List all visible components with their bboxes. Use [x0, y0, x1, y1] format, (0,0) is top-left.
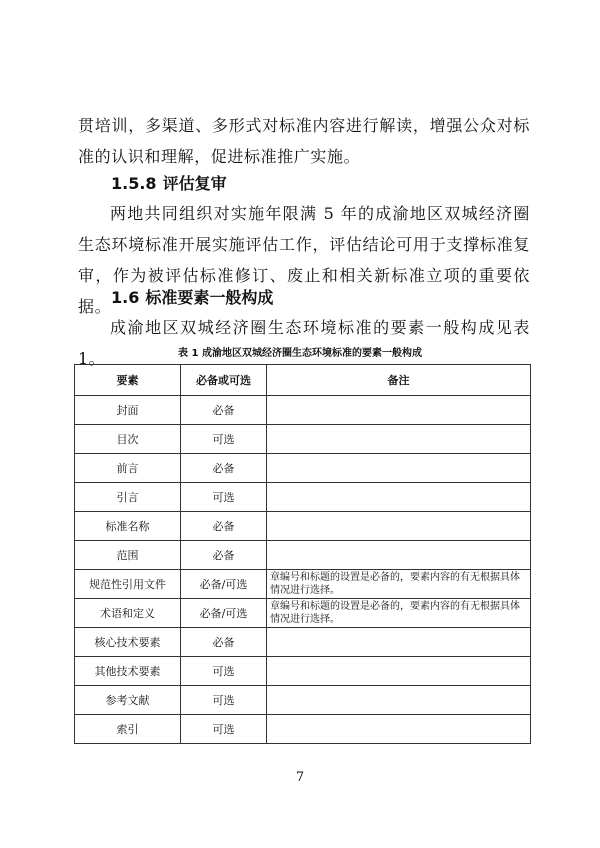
status-cell: 可选: [181, 483, 267, 512]
note-cell: 章编号和标题的设置是必备的，要素内容的有无根据具体情况进行选择。: [267, 599, 531, 628]
element-cell: 索引: [75, 715, 181, 744]
note-cell: 章编号和标题的设置是必备的，要素内容的有无根据具体情况进行选择。: [267, 570, 531, 599]
table-row: [75, 541, 531, 570]
element-cell: 核心技术要素: [75, 628, 181, 657]
note-cell: [267, 628, 531, 657]
note-cell: [267, 686, 531, 715]
section-number: 1.5.8: [111, 174, 157, 193]
status-cell: 可选: [181, 425, 267, 454]
elements-table: [74, 364, 531, 744]
note-cell: [267, 454, 531, 483]
note-cell: [267, 715, 531, 744]
table-row: [75, 715, 531, 744]
section-heading-1-5-8: [111, 174, 227, 194]
note-cell: [267, 396, 531, 425]
section-number: 1.6: [111, 288, 140, 307]
table-row: [75, 599, 531, 628]
table-header-row: [75, 365, 531, 396]
table-row: [75, 570, 531, 599]
status-cell: 必备: [181, 541, 267, 570]
element-cell: 参考文献: [75, 686, 181, 715]
page-number: 7: [295, 770, 305, 785]
column-header-status: 必备或可选: [181, 365, 267, 396]
note-cell: [267, 541, 531, 570]
status-cell: 必备/可选: [181, 599, 267, 628]
element-cell: 标准名称: [75, 512, 181, 541]
column-header-element: 要素: [75, 365, 181, 396]
table-row: [75, 396, 531, 425]
section-title: 评估复审: [162, 174, 227, 193]
status-cell: 可选: [181, 686, 267, 715]
status-cell: 必备/可选: [181, 570, 267, 599]
element-cell: 前言: [75, 454, 181, 483]
table-row: [75, 657, 531, 686]
element-cell: 术语和定义: [75, 599, 181, 628]
status-cell: 必备: [181, 396, 267, 425]
paragraph-training: 贯培训，多渠道、多形式对标准内容进行解读，增强公众对标准的认识和理解，促进标准推广实施。: [78, 116, 530, 166]
element-cell: 规范性引用文件: [75, 570, 181, 599]
paragraph-table-intro: 成渝地区双城经济圈生态环境标准的要素一般构成见表 1。: [78, 318, 530, 368]
section-title: 标准要素一般构成: [145, 288, 274, 307]
note-cell: [267, 483, 531, 512]
table-row: [75, 686, 531, 715]
table-row: [75, 425, 531, 454]
element-cell: 引言: [75, 483, 181, 512]
table-caption: 表 1 成渝地区双城经济圈生态环境标准的要素一般构成: [178, 348, 422, 359]
column-header-note: 备注: [267, 365, 531, 396]
element-cell: 封面: [75, 396, 181, 425]
status-cell: 必备: [181, 512, 267, 541]
element-cell: 目次: [75, 425, 181, 454]
status-cell: 可选: [181, 657, 267, 686]
status-cell: 必备: [181, 454, 267, 483]
table-row: [75, 512, 531, 541]
table-row: [75, 483, 531, 512]
note-cell: [267, 512, 531, 541]
status-cell: 可选: [181, 715, 267, 744]
status-cell: 必备: [181, 628, 267, 657]
table-row: [75, 628, 531, 657]
element-cell: 其他技术要素: [75, 657, 181, 686]
note-cell: [267, 657, 531, 686]
element-cell: 范围: [75, 541, 181, 570]
section-heading-1-6: [111, 288, 273, 308]
paragraph-evaluation: 两地共同组织对实施年限满 5 年的成渝地区双城经济圈生态环境标准开展实施评估工作，评估结论可用于支撑标准复审，作为被评估标准修订、废止和相关新标准立项的重要依据。: [78, 204, 530, 316]
table-row: [75, 454, 531, 483]
note-cell: [267, 425, 531, 454]
